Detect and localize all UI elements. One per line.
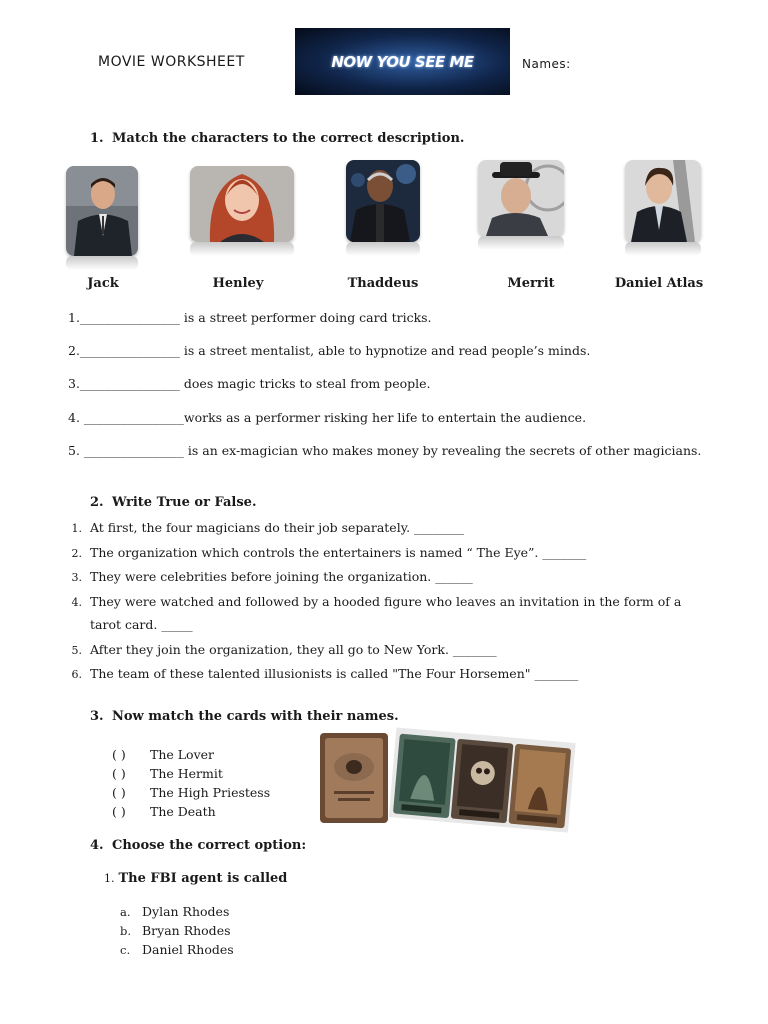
match-sentence-5: 5. ________________ is an ex-magician who makes money by revealing the secrets of other magicians. bbox=[68, 443, 702, 458]
match-sentence-4: 4. ________________works as a performer risking her life to entertain the audience. bbox=[68, 410, 587, 425]
section-2-title: Write True or False. bbox=[112, 495, 257, 510]
true-false-item-5: 5. After they join the organization, they all go to New York. _______ bbox=[71, 642, 497, 657]
merrit-portrait-image bbox=[478, 160, 564, 236]
character-photo-daniel-atlas bbox=[625, 160, 701, 256]
true-false-item-4-continued: tarot card. _____ bbox=[90, 617, 193, 632]
section-1-number: 1. bbox=[90, 131, 104, 146]
henley-portrait-image bbox=[190, 166, 294, 242]
tarot-cards-image-three bbox=[388, 727, 576, 836]
match-sentence-3: 3.________________ does magic tricks to steal from people. bbox=[68, 376, 431, 391]
option-a: a. Dylan Rhodes bbox=[120, 904, 230, 919]
section-3-number: 3. bbox=[90, 709, 104, 724]
names-label: Names: bbox=[522, 57, 571, 71]
true-false-item-2: 2. The organization which controls the entertainers is named “ The Eye”. _______ bbox=[71, 545, 587, 560]
card-match-item-1: ( ) The Lover bbox=[112, 747, 215, 762]
section-3-title: Now match the cards with their names. bbox=[112, 709, 399, 724]
daniel-atlas-portrait-image bbox=[625, 160, 701, 242]
movie-logo-text: NOW YOU SEE ME bbox=[331, 52, 474, 71]
match-sentence-2: 2.________________ is a street mentalist, able to hypnotize and read people’s minds. bbox=[68, 343, 591, 358]
character-name-henley: Henley bbox=[212, 276, 264, 291]
section-3-heading bbox=[90, 709, 399, 724]
section-4-number: 4. bbox=[90, 838, 104, 853]
question-1-text: The FBI agent is called bbox=[118, 871, 288, 886]
card-match-item-2: ( ) The Hermit bbox=[112, 766, 223, 781]
section-1-title: Match the characters to the correct description. bbox=[112, 131, 465, 146]
option-b: b. Bryan Rhodes bbox=[120, 923, 231, 938]
match-sentence-1: 1.________________ is a street performer doing card tricks. bbox=[68, 310, 432, 325]
worksheet-title: MOVIE WORKSHEET bbox=[98, 54, 245, 70]
true-false-item-6: 6. The team of these talented illusionists is called "The Four Horsemen" _______ bbox=[71, 666, 579, 681]
jack-portrait-image bbox=[66, 166, 138, 256]
character-photo-henley bbox=[190, 166, 294, 256]
true-false-item-1: 1. At first, the four magicians do their job separately. ________ bbox=[71, 520, 465, 535]
movie-logo-banner bbox=[295, 28, 510, 95]
question-1 bbox=[104, 871, 287, 886]
tarot-card-image-single bbox=[320, 733, 388, 827]
section-4-heading bbox=[90, 838, 306, 853]
character-name-daniel-atlas: Daniel Atlas bbox=[614, 276, 704, 291]
card-match-item-4: ( ) The Death bbox=[112, 804, 216, 819]
section-2-number: 2. bbox=[90, 495, 104, 510]
section-4-title: Choose the correct option: bbox=[112, 838, 307, 853]
section-1-heading bbox=[90, 131, 464, 146]
character-photo-jack bbox=[66, 166, 138, 270]
true-false-item-3: 3. They were celebrities before joining the organization. ______ bbox=[71, 569, 473, 584]
true-false-item-4: 4. They were watched and followed by a hooded figure who leaves an invitation in the form of a bbox=[71, 594, 682, 609]
character-photo-merrit bbox=[478, 160, 564, 250]
thaddeus-portrait-image bbox=[346, 160, 420, 242]
character-photo-thaddeus bbox=[346, 160, 420, 256]
character-name-thaddeus: Thaddeus bbox=[347, 276, 419, 291]
card-match-item-3: ( ) The High Priestess bbox=[112, 785, 271, 800]
option-c: c. Daniel Rhodes bbox=[120, 942, 234, 957]
character-name-jack: Jack bbox=[87, 276, 119, 291]
question-1-number: 1. bbox=[104, 872, 115, 885]
character-name-merrit: Merrit bbox=[507, 276, 555, 291]
section-2-heading bbox=[90, 495, 256, 510]
